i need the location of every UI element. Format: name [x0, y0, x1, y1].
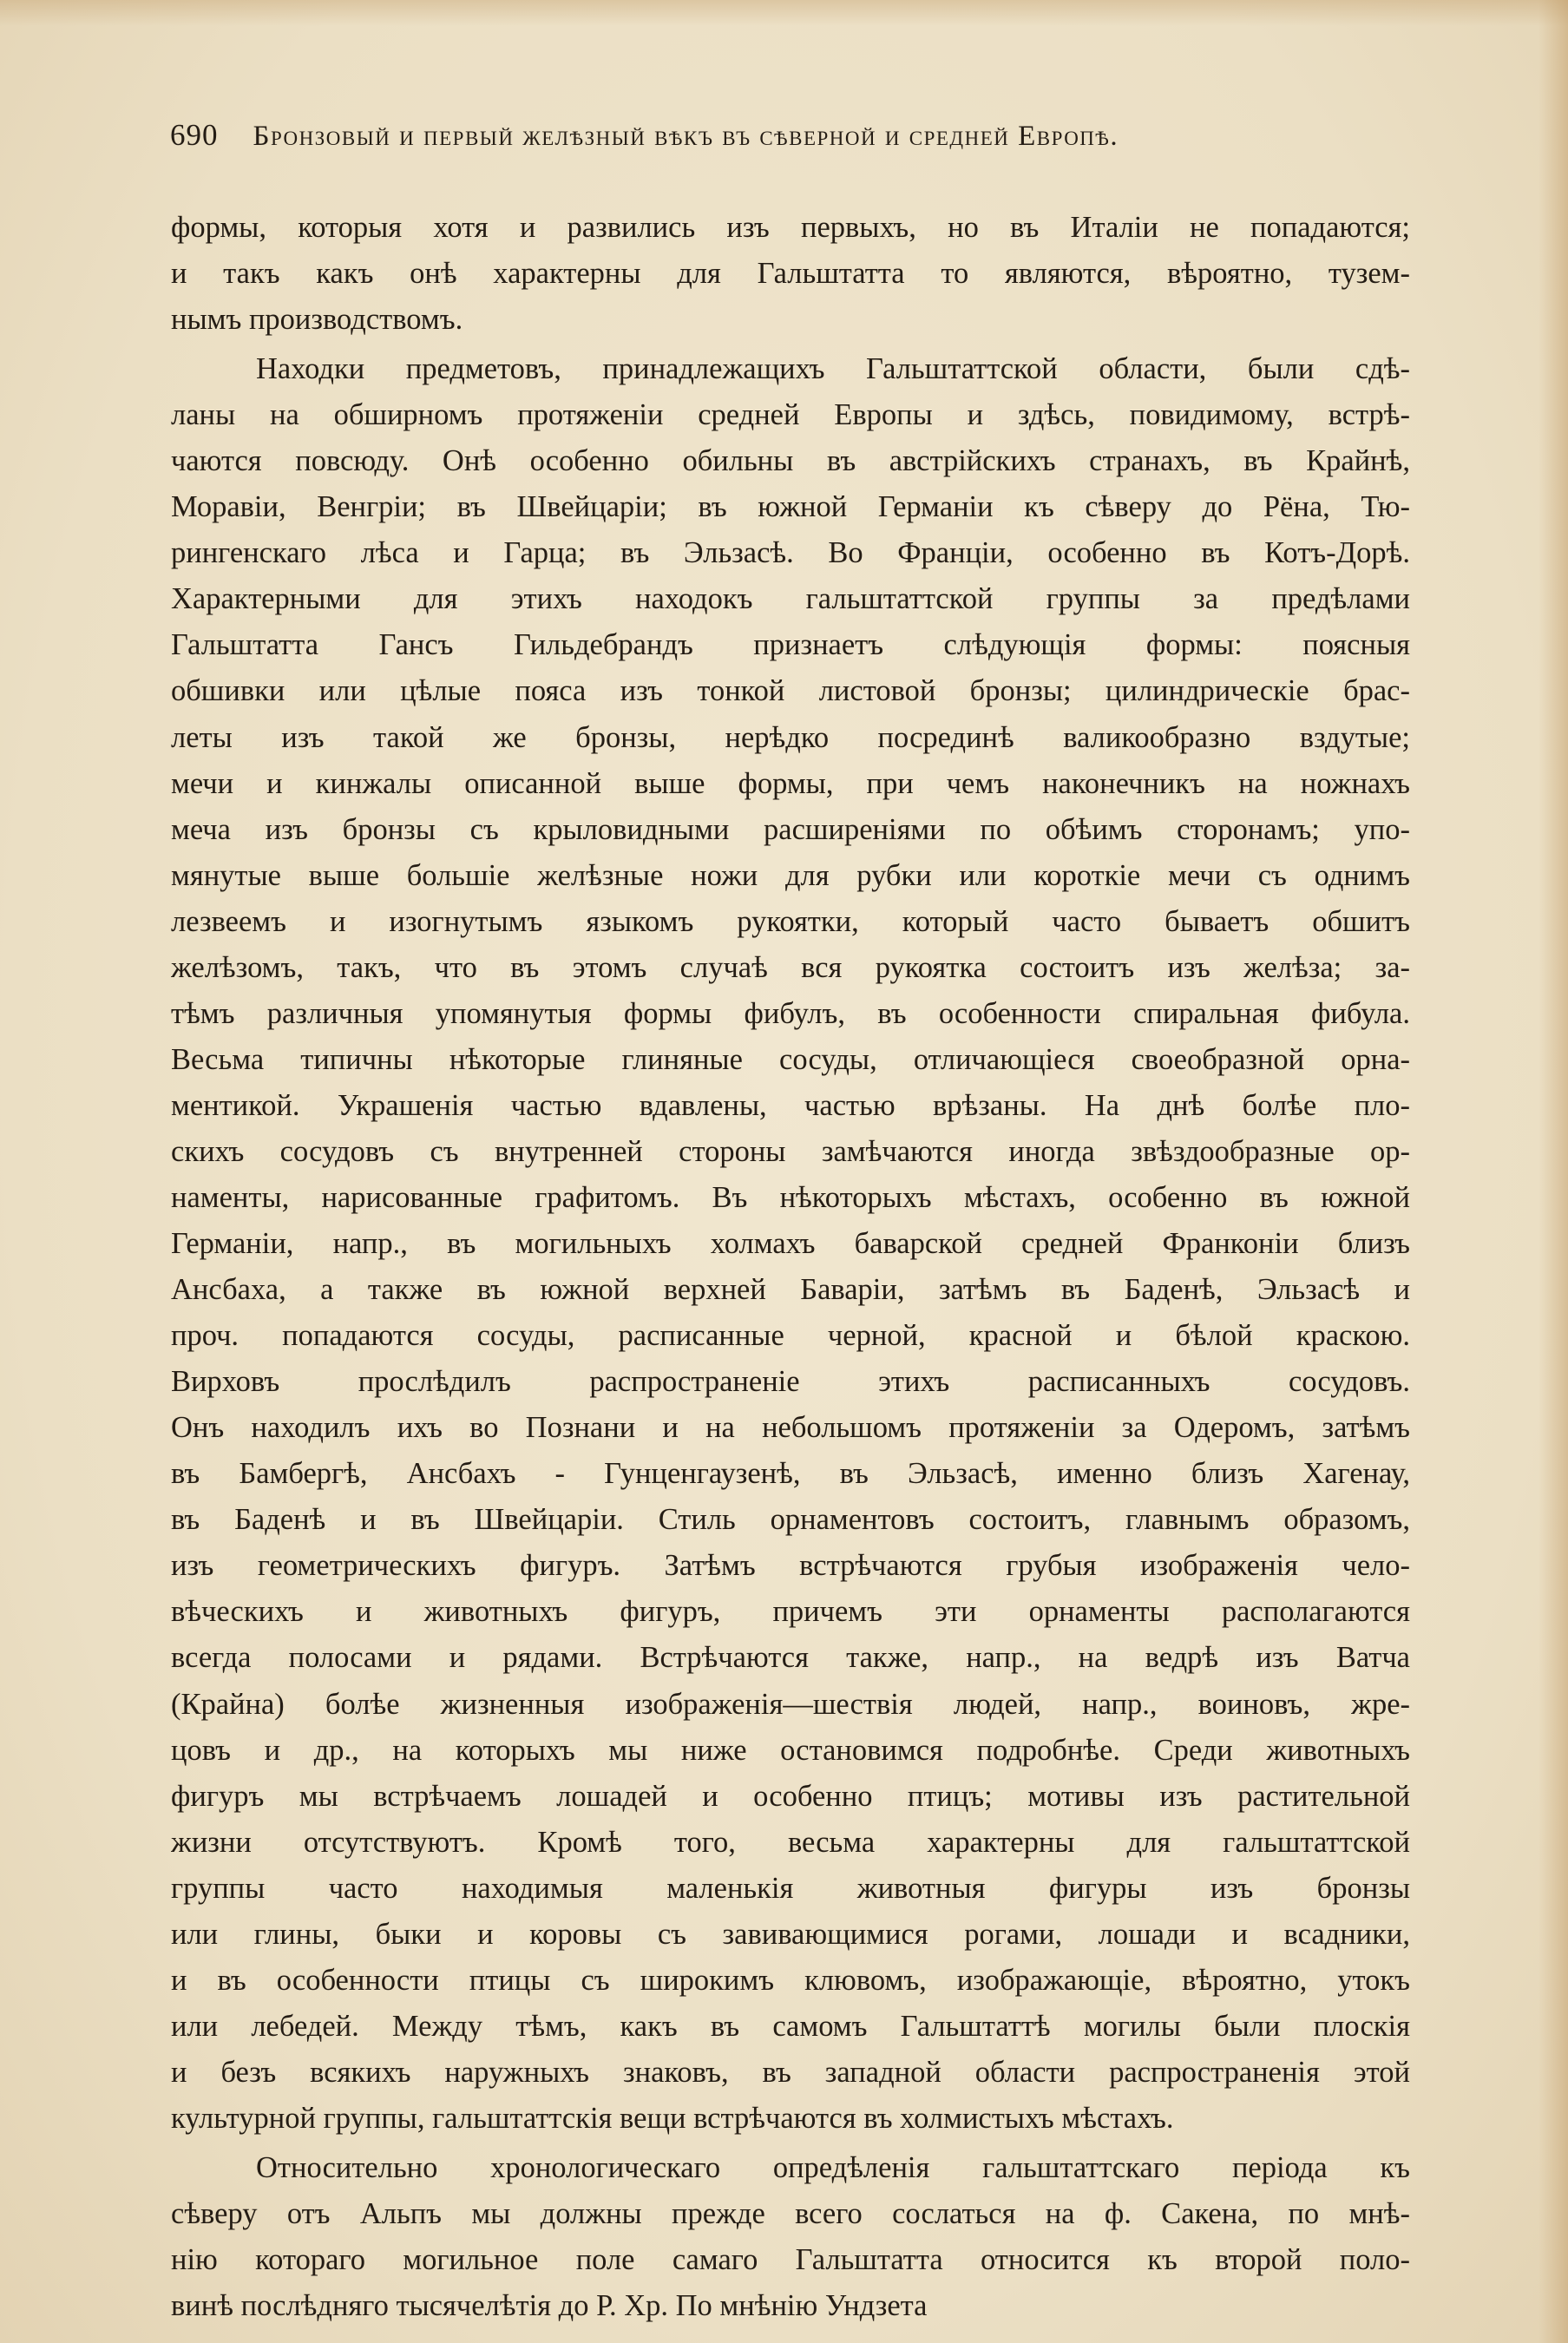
text-line: ланы на обширномъ протяженіи средней Европы и здѣсь, повидимому, встрѣ- — [171, 398, 1410, 432]
text-line: Весьма типичны нѣкоторые глиняные сосуды, отличающіеся своеобразной орна- — [171, 1042, 1410, 1076]
text-line: желѣзомъ, такъ, что въ этомъ случаѣ вся рукоятка состоитъ изъ желѣза; за- — [171, 950, 1410, 984]
text-line: винѣ послѣдняго тысячелѣтія до Р. Хр. По мнѣнію Ундзета — [171, 2289, 928, 2323]
text-line: или глины, быки и коровы съ завивающимися рогами, лошади и всадники, — [171, 1917, 1410, 1951]
text-line: Ансбаха, а также въ южной верхней Баваріи, затѣмъ въ Баденѣ, Эльзасѣ и — [171, 1273, 1410, 1307]
text-line: рингенскаго лѣса и Гарца; въ Эльзасѣ. Во Франціи, особенно въ Котъ-Дорѣ. — [171, 536, 1410, 570]
text-line: мянутые выше большіе желѣзные ножи для рубки или короткіе мечи съ однимъ — [171, 858, 1410, 892]
text-line: Находки предметовъ, принадлежащихъ Гальштаттской области, были сдѣ- — [256, 352, 1410, 386]
paragraph — [171, 346, 1410, 2142]
page-header — [170, 118, 1411, 170]
text-line: сѣверу отъ Альпъ мы должны прежде всего сослаться на ф. Сакена, по мнѣ- — [171, 2197, 1410, 2231]
page-top-shading — [0, 0, 1568, 26]
text-line: Онъ находилъ ихъ во Познани и на небольшомъ протяженіи за Одеромъ, затѣмъ — [171, 1411, 1410, 1445]
text-line: культурной группы, гальштаттскія вещи встрѣчаются въ холмистыхъ мѣстахъ. — [171, 2101, 1174, 2135]
page-number: 690 — [170, 118, 219, 152]
text-line: группы часто находимыя маленькія животныя фигуры изъ бронзы — [171, 1871, 1410, 1905]
text-line: и такъ какъ онѣ характерны для Гальштатта то являются, вѣроятно, тузем- — [171, 257, 1410, 291]
paragraph — [171, 2145, 1410, 2329]
text-line: тѣмъ различныя упомянутыя формы фибулъ, въ особенности спиральная фибула. — [171, 996, 1410, 1030]
text-line: чаются повсюду. Онѣ особенно обильны въ австрійскихъ странахъ, въ Крайнѣ, — [171, 444, 1410, 478]
text-line: лезвеемъ и изогнутымъ языкомъ рукоятки, который часто бываетъ обшитъ — [171, 904, 1410, 938]
text-line: и въ особенности птицы съ широкимъ клювомъ, изображающіе, вѣроятно, утокъ — [171, 1963, 1410, 1997]
text-line: леты изъ такой же бронзы, нерѣдко посрединѣ валикообразно вздутые; — [171, 720, 1410, 754]
text-line: въ Баденѣ и въ Швейцаріи. Стиль орнаментовъ состоитъ, главнымъ образомъ, — [171, 1503, 1410, 1537]
paragraph — [171, 205, 1410, 343]
text-line: или лебедей. Между тѣмъ, какъ въ самомъ Гальштаттѣ могилы были плоскія — [171, 2009, 1410, 2043]
text-line: цовъ и др., на которыхъ мы ниже остановимся подробнѣе. Среди животныхъ — [171, 1733, 1410, 1767]
text-line: меча изъ бронзы съ крыловидными расширеніями по обѣимъ сторонамъ; упо- — [171, 812, 1410, 846]
text-line: всегда полосами и рядами. Встрѣчаются также, напр., на ведрѣ изъ Ватча — [171, 1641, 1410, 1675]
text-line: Вирховъ прослѣдилъ распространеніе этихъ расписанныхъ сосудовъ. — [171, 1365, 1410, 1399]
body-text — [171, 205, 1410, 2329]
text-line: фигуръ мы встрѣчаемъ лошадей и особенно птицъ; мотивы изъ растительной — [171, 1779, 1410, 1813]
text-line: наменты, нарисованные графитомъ. Въ нѣкоторыхъ мѣстахъ, особенно въ южной — [171, 1180, 1410, 1214]
text-line: вѣческихъ и животныхъ фигуръ, причемъ эти орнаменты располагаются — [171, 1595, 1410, 1629]
text-line: Относительно хронологическаго опредѣленія гальштаттскаго періода къ — [256, 2150, 1410, 2184]
page-edge-shading — [1538, 0, 1568, 2343]
text-line: Характерными для этихъ находокъ гальштаттской группы за предѣлами — [171, 582, 1410, 616]
running-title: Бронзовый и первый желѣзный вѣкъ въ сѣверной и средней Европѣ. — [253, 121, 1119, 152]
text-line: Моравіи, Венгріи; въ Швейцаріи; въ южной Германіи къ сѣверу до Рёна, Тю- — [171, 490, 1410, 524]
text-line: обшивки или цѣлые пояса изъ тонкой листовой бронзы; цилиндрическіе брас- — [171, 674, 1410, 708]
text-line: формы, которыя хотя и развились изъ первыхъ, но въ Италіи не попадаются; — [171, 211, 1410, 244]
text-line: нію котораго могильное поле самаго Гальштатта относится къ второй поло- — [171, 2243, 1410, 2277]
text-line: Германіи, напр., въ могильныхъ холмахъ баварской средней Франконіи близъ — [171, 1227, 1410, 1261]
text-line: жизни отсутствуютъ. Кромѣ того, весьма характерны для гальштаттской — [171, 1825, 1410, 1859]
text-line: мечи и кинжалы описанной выше формы, при чемъ наконечникъ на ножнахъ — [171, 766, 1410, 800]
text-line: изъ геометрическихъ фигуръ. Затѣмъ встрѣчаются грубыя изображенія чело- — [171, 1549, 1410, 1583]
text-line: и безъ всякихъ наружныхъ знаковъ, въ западной области распространенія этой — [171, 2055, 1410, 2089]
text-line: проч. попадаются сосуды, расписанные черной, красной и бѣлой краскою. — [171, 1319, 1410, 1353]
text-line: нымъ производствомъ. — [171, 303, 463, 337]
text-line: Гальштатта Гансъ Гильдебрандъ признаетъ слѣдующія формы: поясныя — [171, 628, 1410, 662]
text-line: скихъ сосудовъ съ внутренней стороны замѣчаются иногда звѣздообразные ор- — [171, 1134, 1410, 1168]
text-line: въ Бамбергѣ, Ансбахъ - Гунценгаузенѣ, въ Эльзасѣ, именно близъ Хагенау, — [171, 1457, 1410, 1491]
text-line: (Крайна) болѣе жизненныя изображенія—шествія людей, напр., воиновъ, жре- — [171, 1687, 1410, 1721]
text-line: ментикой. Украшенія частью вдавлены, частью врѣзаны. На днѣ болѣе пло- — [171, 1088, 1410, 1122]
